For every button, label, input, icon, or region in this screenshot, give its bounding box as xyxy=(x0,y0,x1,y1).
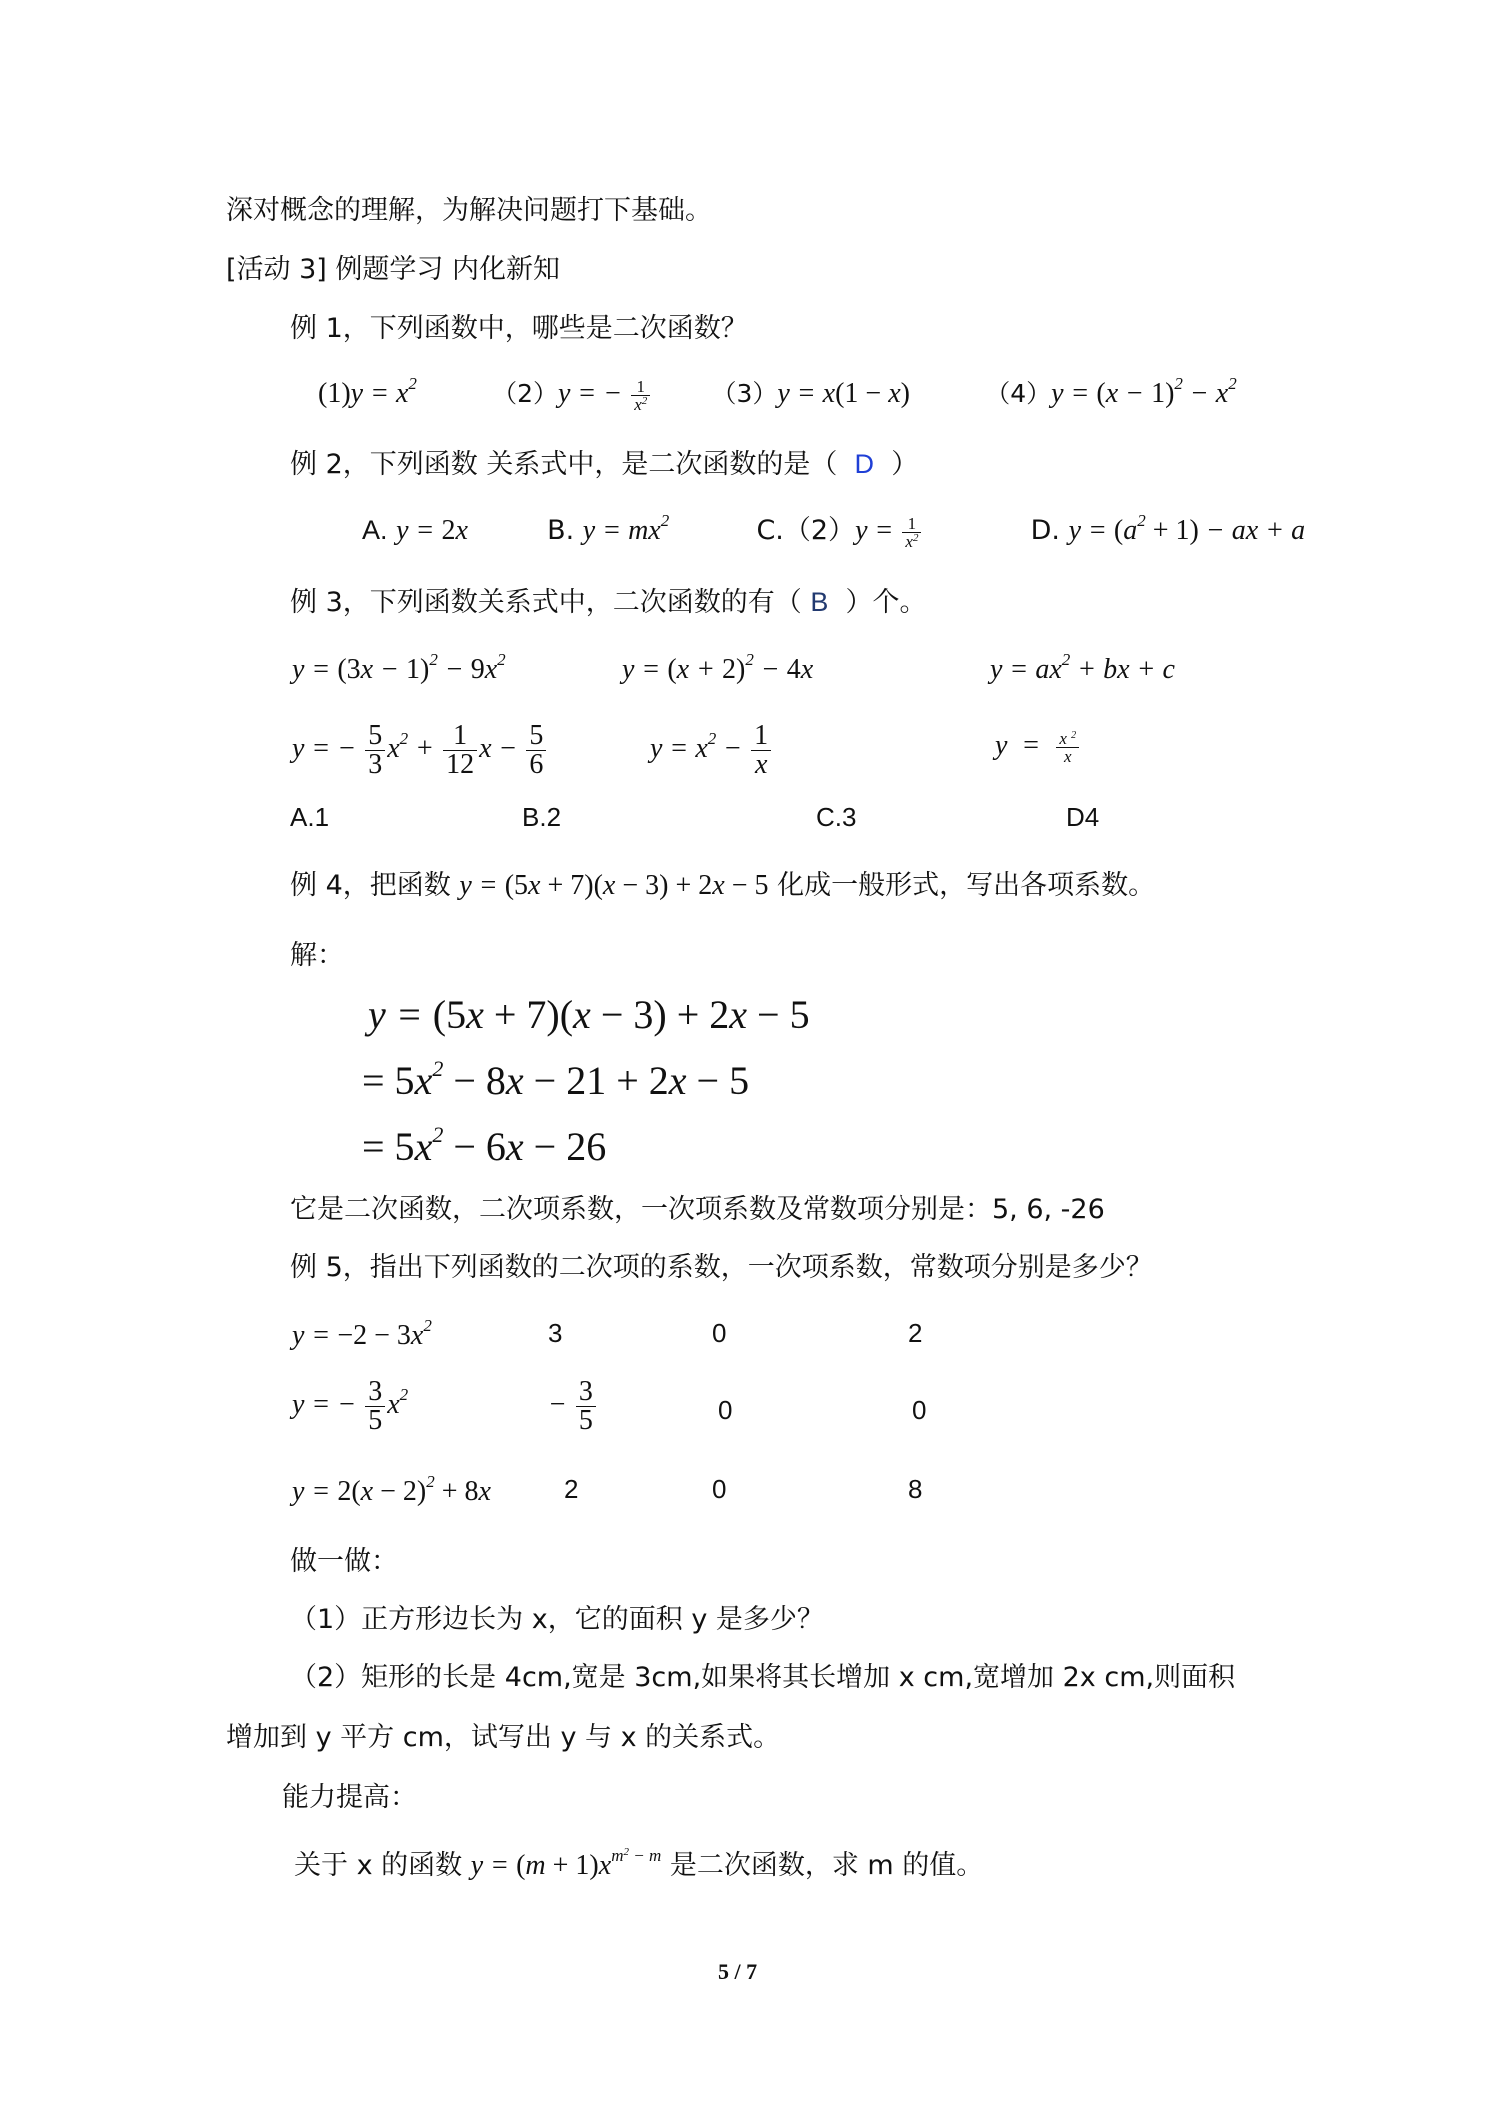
ex3-func-5: $y = x^2$ − $\frac{1}{x}$ xyxy=(650,722,773,779)
ex5-prompt: 例 5，指出下列函数的二次项的系数，一次项系数，常数项分别是多少？ xyxy=(290,1252,1153,1283)
page-number: 5 / 7 xyxy=(718,1959,758,1984)
ex2-option-d: D. $y = (a^2 + 1)$ − ax + a xyxy=(1030,511,1306,546)
ex3-choice-b: B.2 xyxy=(522,802,562,832)
ex5-func-3: $y = 2(x - 2)^2 + 8x$ xyxy=(292,1472,491,1507)
ability-prompt-line: 关于 x 的函数 $y = (m + 1)x^{m^2 - m}$ 是二次函数，求 m 的值。 xyxy=(294,1846,984,1881)
ex3-func-4: y = − $\frac{5}{3}$ $x^2$ + $\frac{1}{12}$ x − $\frac{5}{6}$ xyxy=(292,722,548,779)
ex3-answer: B xyxy=(810,587,829,617)
ex5-row1-a: 3 xyxy=(548,1318,563,1348)
ex3-choice-c: C.3 xyxy=(816,802,857,832)
try-it-q2-line2: 增加到 y 平方 cm，试写出 y 与 x 的关系式。 xyxy=(226,1722,781,1753)
ex5-row2-c: 0 xyxy=(912,1395,927,1425)
try-it-title: 做一做： xyxy=(290,1546,398,1577)
ex3-func-1: $y = (3x - 1)^2 - 9x^2$ xyxy=(292,650,506,685)
ex4-solution-label: 解： xyxy=(290,940,344,971)
ex1-item-1: $(1)y = x^2$ xyxy=(318,374,417,409)
ex1-item-3: （3）y = x(1 − x) xyxy=(711,378,910,409)
ex5-row3-a: 2 xyxy=(564,1474,579,1504)
ex4-conclusion: 它是二次函数，二次项系数，一次项系数及常数项分别是：5, 6, -26 xyxy=(290,1194,1105,1225)
ex4-step-3: = $5x^2 - 6x - 26$ xyxy=(362,1122,607,1169)
ex2-option-a: A. y = 2x xyxy=(362,515,468,546)
try-it-q1: （1）正方形边长为 x，它的面积 y 是多少？ xyxy=(290,1604,824,1635)
activity-title: [活动 3] 例题学习 内化新知 xyxy=(226,254,560,285)
ex2-answer: D xyxy=(854,449,875,479)
ex3-prompt-line: 例 3，下列函数关系式中，二次函数的有（ B ）个。 xyxy=(290,587,927,618)
ex5-func-1: $y = -2 - 3x^2$ xyxy=(292,1316,432,1351)
ex3-choice-a: A.1 xyxy=(290,802,330,832)
ex2-option-b: B. $y = mx^2$ xyxy=(547,511,670,546)
ex3-func-6: y = $\frac{x ^2}{x}$ xyxy=(995,730,1081,765)
ex1-item-4: $(4)y = (x - 1)^2 - x^2$ xyxy=(985,374,1237,409)
ex5-row3-c: 8 xyxy=(908,1474,923,1504)
ex3-func-2: $y = (x + 2)^2 - 4x$ xyxy=(622,650,814,685)
ex5-func-2: y = − $\frac{3}{5}$ $x^2$ xyxy=(292,1376,409,1436)
try-it-q2-line1: （2）矩形的长是 4cm,宽是 3cm,如果将其长增加 x cm,宽增加 2x cm,则面积 xyxy=(290,1662,1236,1693)
ex5-row1-c: 2 xyxy=(908,1318,923,1348)
ex5-row1-b: 0 xyxy=(712,1318,727,1348)
ex4-step-1: y = (5x + 7)(x − 3) + 2x − 5 xyxy=(368,992,810,1037)
ex2-prompt-line: 例 2，下列函数 关系式中，是二次函数的是（ D ） xyxy=(290,449,919,480)
ex2-option-c: C.（2）y = $\frac{1}{x^2}$ xyxy=(756,515,923,546)
ex1-prompt: 例 1，下列函数中，哪些是二次函数？ xyxy=(290,313,748,344)
ex2-options xyxy=(362,512,1305,550)
ability-title: 能力提高： xyxy=(282,1782,417,1813)
ex3-func-3: $y = ax^2$ + bx + c xyxy=(990,650,1175,685)
ex1-item-2: （2）y = − $\frac{1}{x^2}$ xyxy=(492,378,652,409)
ex4-step-2: = $5x^2 - 8x - 21 + 2x - 5$ xyxy=(362,1056,750,1103)
ex5-row3-b: 0 xyxy=(712,1474,727,1504)
ex4-prompt-line: 例 4，把函数 y = (5x + 7)(x − 3) + 2x − 5 化成一般形式，写出各项系数。 xyxy=(290,870,1156,901)
intro-line: 深对概念的理解，为解决问题打下基础。 xyxy=(226,195,712,226)
ex3-choice-d: D4 xyxy=(1066,802,1100,832)
ex5-row2-b: 0 xyxy=(718,1395,733,1425)
ex5-row2-a: − $\frac{3}{5}$ xyxy=(548,1378,598,1435)
ex1-formulas xyxy=(318,376,1237,413)
